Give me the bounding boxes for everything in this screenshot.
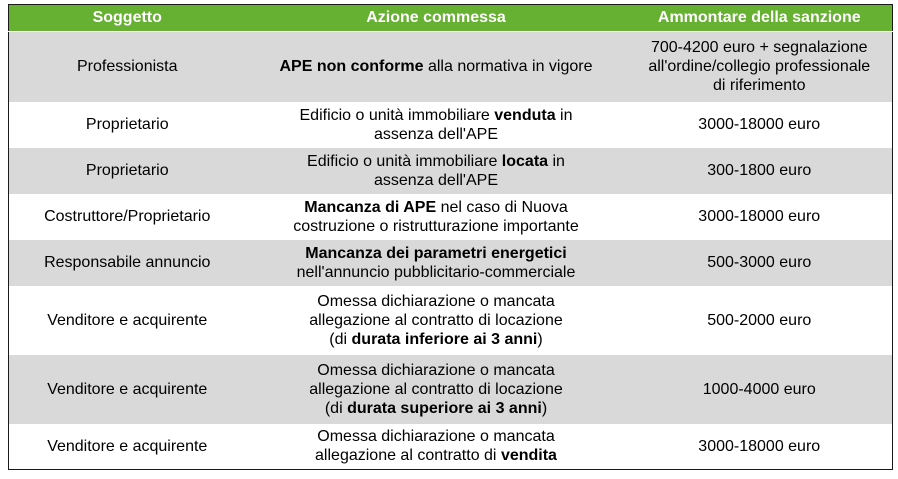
- azione-bold-text: locata: [501, 152, 549, 170]
- azione-bold-text: venduta: [494, 106, 556, 124]
- azione-text: costruzione o ristrutturazione importante: [293, 217, 579, 235]
- azione-line: [252, 57, 621, 76]
- azione-line: [252, 244, 621, 263]
- table-row: [9, 424, 893, 470]
- azione-text: Omessa dichiarazione o mancata: [317, 292, 555, 310]
- azione-line: [252, 330, 621, 349]
- azione-text: allegazione al contratto di locazione: [309, 380, 563, 398]
- sanzione-line: 3000-18000 euro: [698, 437, 821, 455]
- cell-sanzione: [627, 355, 893, 424]
- table-row: [9, 355, 893, 424]
- azione-text: allegazione al contratto di: [315, 447, 501, 465]
- azione-bold-text: durata superiore ai 3 anni: [347, 399, 542, 417]
- azione-line: [252, 380, 621, 399]
- azione-bold-text: durata inferiore ai 3 anni: [351, 330, 538, 348]
- header-ammontare-sanzione: Ammontare della sanzione: [627, 5, 893, 32]
- cell-azione-commessa: [246, 102, 627, 148]
- cell-soggetto: Venditore e acquirente: [9, 286, 246, 355]
- sanzione-line: di riferimento: [713, 77, 806, 95]
- azione-bold-text: Mancanza di APE: [304, 198, 437, 216]
- table-header: [9, 5, 893, 32]
- cell-sanzione: [627, 194, 893, 240]
- cell-azione-commessa: [246, 355, 627, 424]
- header-soggetto: Soggetto: [9, 5, 246, 32]
- azione-text: (di: [324, 399, 348, 417]
- cell-sanzione: [627, 32, 893, 102]
- table-body: [9, 32, 893, 470]
- cell-azione-commessa: [246, 286, 627, 355]
- azione-line: [252, 311, 621, 330]
- sanzione-line: 3000-18000 euro: [698, 208, 821, 225]
- azione-line: [252, 263, 621, 282]
- azione-line: [252, 399, 621, 418]
- cell-sanzione: [627, 424, 893, 470]
- cell-sanzione: [627, 102, 893, 148]
- azione-text: assenza dell'APE: [373, 125, 498, 143]
- cell-soggetto: Proprietario: [9, 148, 246, 194]
- azione-line: [252, 292, 621, 311]
- sanzione-line: 300-1800 euro: [707, 162, 812, 179]
- azione-line: [252, 125, 621, 144]
- azione-text: ): [537, 330, 543, 348]
- azione-line: [252, 446, 621, 465]
- sanzione-line: 500-3000 euro: [707, 254, 812, 271]
- azione-line: [252, 152, 621, 171]
- table-row: [9, 286, 893, 355]
- azione-text: Edificio o unità immobiliare: [307, 152, 502, 170]
- cell-soggetto: Professionista: [9, 32, 246, 102]
- azione-text: allegazione al contratto di locazione: [309, 311, 563, 329]
- table-row: [9, 148, 893, 194]
- sanzione-line: 3000-18000 euro: [698, 116, 821, 133]
- azione-bold-text: Mancanza dei parametri energetici: [305, 244, 567, 262]
- cell-azione-commessa: [246, 32, 627, 102]
- azione-text: Edificio o unità immobiliare: [299, 106, 495, 124]
- cell-soggetto: Costruttore/Proprietario: [9, 194, 246, 240]
- azione-line: [252, 217, 621, 236]
- table-row: [9, 194, 893, 240]
- cell-soggetto: Venditore e acquirente: [9, 424, 246, 470]
- azione-text: nell'annuncio pubblicitario-commerciale: [296, 263, 576, 281]
- azione-text: in: [555, 106, 573, 124]
- cell-sanzione: [627, 148, 893, 194]
- azione-text: Omessa dichiarazione o mancata: [317, 428, 555, 446]
- cell-soggetto: Venditore e acquirente: [9, 355, 246, 424]
- azione-line: [252, 198, 621, 217]
- azione-line: [252, 171, 621, 190]
- azione-line: [252, 427, 621, 446]
- sanzione-line: 700-4200 euro + segnalazione: [650, 39, 868, 57]
- cell-sanzione: [627, 286, 893, 355]
- sanzione-line: 500-2000 euro: [707, 311, 812, 329]
- sanzione-line: 1000-4000 euro: [702, 380, 816, 398]
- sanctions-table: [8, 4, 893, 470]
- azione-bold-text: vendita: [500, 447, 557, 465]
- table-row: [9, 240, 893, 286]
- azione-text: alla normativa in vigore: [423, 58, 593, 76]
- azione-text: nel caso di Nuova: [436, 198, 568, 216]
- sanzione-line: all'ordine/collegio professionale: [648, 58, 871, 76]
- azione-text: in: [548, 152, 565, 170]
- azione-text: (di: [329, 330, 352, 348]
- cell-sanzione: [627, 240, 893, 286]
- azione-line: [252, 106, 621, 125]
- cell-soggetto: Proprietario: [9, 102, 246, 148]
- azione-line: [252, 361, 621, 380]
- header-azione-commessa: Azione commessa: [246, 5, 627, 32]
- azione-bold-text: APE non conforme: [279, 58, 424, 76]
- table-row: [9, 32, 893, 102]
- cell-azione-commessa: [246, 424, 627, 470]
- azione-text: ): [541, 399, 548, 417]
- azione-text: assenza dell'APE: [373, 171, 498, 189]
- cell-soggetto: Responsabile annuncio: [9, 240, 246, 286]
- header-row: [9, 5, 893, 32]
- azione-text: Omessa dichiarazione o mancata: [317, 361, 555, 379]
- cell-azione-commessa: [246, 148, 627, 194]
- cell-azione-commessa: [246, 194, 627, 240]
- table-row: [9, 102, 893, 148]
- cell-azione-commessa: [246, 240, 627, 286]
